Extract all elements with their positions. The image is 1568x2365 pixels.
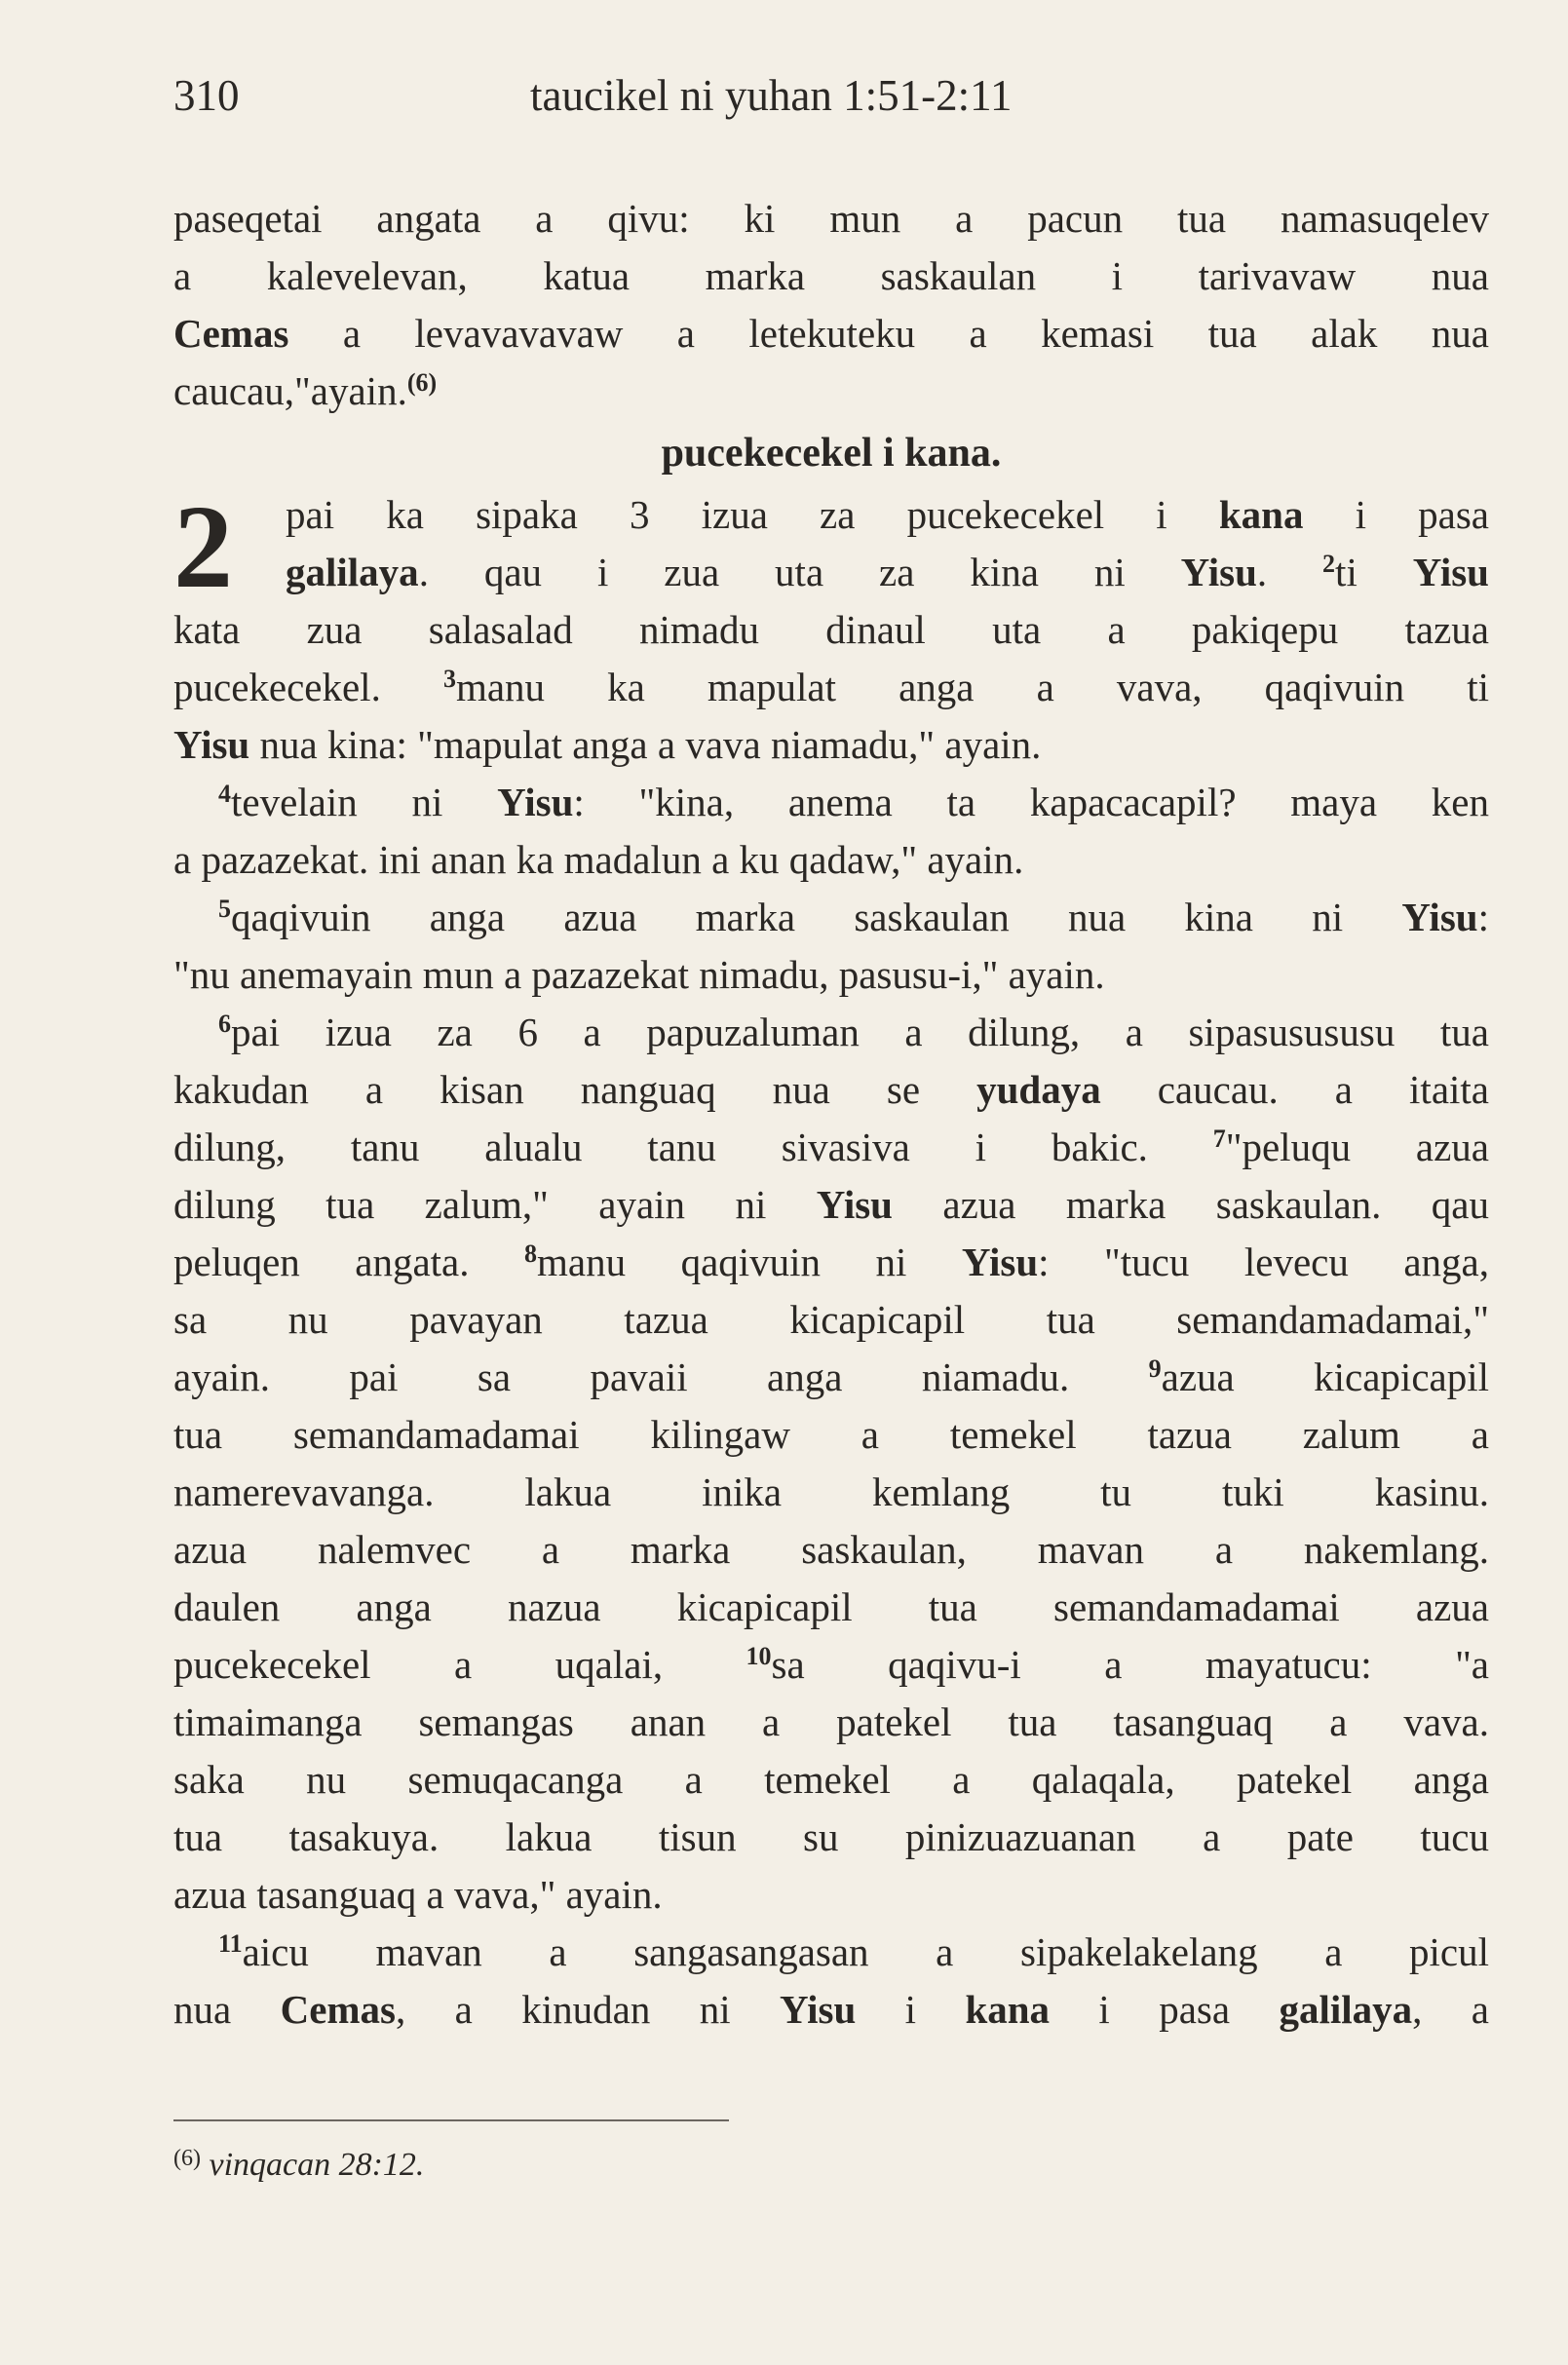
footnote-mark: (6)	[173, 2146, 201, 2171]
text-line: a pazazekat. ini anan ka madalun a ku qadaw," ayain.	[173, 837, 1024, 882]
text-line: "nu anemayain mun a pazazekat nimadu, pasusu-i," ayain.	[173, 952, 1105, 997]
text-line: Yisu nua kina: "mapulat anga a vava niamadu," ayain.	[173, 722, 1042, 767]
verse-number: 4	[218, 780, 231, 808]
text-line: $^6$pai izua za 6 a papuzaluman a dilung, a sipasusususu tua	[218, 1010, 1489, 1054]
text-line: $^{11}$aicu mavan a sangasangasan a sipakelakelang a picul	[218, 1929, 1489, 1974]
text-line: nua Cemas, a kinudan ni Yisu i kana i pasa galilaya, a	[173, 1987, 1489, 2032]
text-line: a kalevelevan, katua marka saskaulan i tarivavaw nua	[173, 253, 1489, 298]
verse-number: 3	[442, 665, 456, 693]
text-line: pucekecekel. $^3$manu ka mapulat anga a vava, qaqivuin ti	[173, 665, 1490, 709]
text-line: pai ka sipaka 3 izua za pucekecekel i kana i pasa	[286, 492, 1489, 537]
text-line: saka nu semuqacanga a temekel a qalaqala, patekel anga	[173, 1757, 1489, 1802]
text-line: azua nalemvec a marka saskaulan, mavan a nakemlang.	[173, 1527, 1489, 1572]
running-title: taucikel ni yuhan 1:51-2:11	[530, 71, 1013, 120]
verse-number: 6	[218, 1010, 231, 1038]
chapter-number: 2	[173, 481, 233, 613]
verse-number: 7	[1212, 1125, 1226, 1153]
verse-number: 11	[218, 1929, 243, 1958]
text-line: tua semandamadamai kilingaw a temekel tazua zalum a	[173, 1412, 1489, 1457]
text-line: galilaya. qau i zua uta za kina ni Yisu. $^2$ti Yisu	[286, 550, 1489, 594]
page-number: 310	[173, 71, 240, 120]
body-text	[173, 190, 1489, 2039]
page-header	[173, 66, 1489, 125]
verse-number: 5	[218, 895, 231, 923]
text-line: Cemas a levavavavaw a letekuteku a kemasi tua alak nua	[173, 311, 1489, 356]
text-line: dilung, tanu alualu tanu sivasiva i bakic. $^7$"peluqu azua	[173, 1125, 1490, 1169]
text-line: namerevavanga. lakua inika kemlang tu tuki kasinu.	[173, 1469, 1489, 1514]
text-line: peluqen angata. $^8$manu qaqivuin ni Yisu: "tucu levecu anga,	[173, 1240, 1489, 1284]
footnote	[173, 2137, 424, 2187]
section-heading: pucekecekel i kana.	[661, 431, 1002, 476]
text-line: kata zua salasalad nimadu dinaul uta a pakiqepu tazua	[173, 607, 1489, 652]
verse-number: 9	[1148, 1354, 1162, 1383]
chapter-opening	[173, 481, 1489, 613]
footnote-ref: (6)	[406, 368, 438, 397]
text-line: $^4$tevelain ni Yisu: "kina, anema ta kapacacapil? maya ken	[218, 780, 1489, 824]
text-line: caucau,"ayain.$^{(6)}$	[173, 368, 438, 413]
text-line: daulen anga nazua kicapicapil tua semandamadamai azua	[173, 1584, 1489, 1629]
footnote-text: vinqacan 28:12.	[209, 2147, 425, 2183]
footnote-divider	[173, 2119, 729, 2121]
text-line: kakudan a kisan nanguaq nua se yudaya caucau. a itaita	[173, 1067, 1490, 1112]
text-line: tua tasakuya. lakua tisun su pinizuazuanan a pate tucu	[173, 1814, 1489, 1859]
text-line: timaimanga semangas anan a patekel tua tasanguaq a vava.	[173, 1699, 1489, 1744]
verse-number: 2	[1322, 550, 1336, 578]
text-line: sa nu pavayan tazua kicapicapil tua semandamadamai,"	[173, 1297, 1489, 1342]
text-line: ayain. pai sa pavaii anga niamadu. $^9$azua kicapicapil	[173, 1354, 1490, 1399]
text-line: dilung tua zalum," ayain ni Yisu azua marka saskaulan. qau	[173, 1182, 1489, 1227]
text-line: $^5$qaqivuin anga azua marka saskaulan nua kina ni Yisu:	[218, 895, 1489, 939]
text-line: paseqetai angata a qivu: ki mun a pacun tua namasuqelev	[173, 196, 1489, 241]
text-line: azua tasanguaq a vava," ayain.	[173, 1872, 663, 1917]
text-line: pucekecekel a uqalai, $^{10}$sa qaqivu-i a mayatucu: "a	[173, 1642, 1490, 1687]
verse-number: 10	[746, 1642, 772, 1670]
verse-number: 8	[524, 1240, 537, 1268]
